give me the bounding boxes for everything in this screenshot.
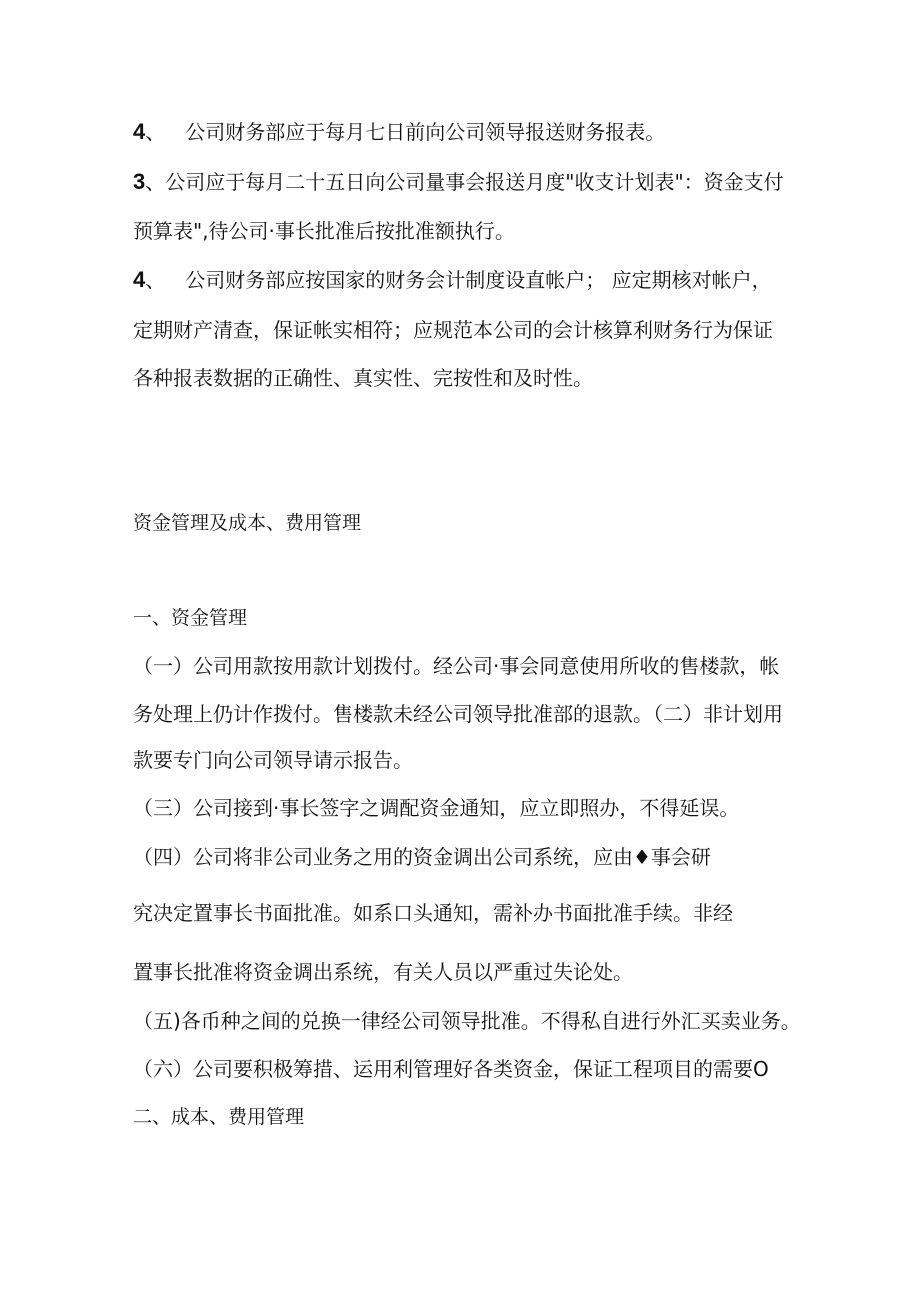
part-1-line: （五)各币种之间的兑换一律经公司领导批准。不得私自进行外汇买卖业务。 [133,1009,801,1033]
item-number: 4 [133,119,146,144]
item-3-line-1 [133,168,784,196]
part-1-line: 究决定置事长书面批准。如系口头通知，需补办书面批准手续。非经 [133,901,733,925]
item-separator: 、 [145,268,166,292]
part-1-title: 一、资金管理 [133,607,248,629]
part-2-title: 二、成本、费用管理 [133,1106,305,1128]
part-1-line: （一）公司用款按用款计划拨付。经公司·事会同意使用所收的售楼款，帐 [133,654,780,678]
item-text: 预算表",待公司·事长批准后按批准额执行。 [133,219,515,243]
item-text: 公司财务部应按国家的财务会计制度设直帐户； 应定期核对帐户， [185,268,772,292]
part-1-line: 务处理上仍计作拨付。售楼款未经公司领导批准部的退款。（二）非计划用 [133,702,783,726]
item-text: 定期财产清查，保证帐实相符；应规范本公司的会计核算利财务行为保证 [133,318,773,342]
item-text: 公司财务部应于每月七日前向公司领导报送财务报表。 [185,120,666,144]
item-text: 各种报表数据的正确性、真实性、完按性和及时性。 [133,366,593,390]
item-separator: 、 [145,120,166,144]
part-1-line: （六）公司要积极筹措、运用利管理好各类资金，保证工程项目的需要O [133,1057,769,1081]
item-3-line-2 [133,217,515,245]
part-1-line: 置事长批准将资金调出系统，有关人员以严重过失论处。 [133,960,633,984]
item-4-second-line-1 [133,266,772,294]
part-1-line: （四）公司将非公司业务之用的资金调出公司系统，应由♦事会研 [133,845,711,869]
item-number: 4 [133,267,146,292]
item-text: 、公司应于每月二十五日向公司量事会报送月度"收支计划表"：资金支付 [145,170,784,194]
item-4-second-line-3 [133,364,593,392]
part-1-line: 款要专门向公司领导请示报告。 [133,748,413,772]
section-title: 资金管理及成本、费用管理 [133,512,362,534]
item-number: 3 [133,169,146,194]
item-4-first [133,118,665,146]
part-1-line: （三）公司接到·事长签字之调配资金通知，应立即照办，不得延误。 [133,796,740,820]
item-4-second-line-2 [133,316,773,344]
